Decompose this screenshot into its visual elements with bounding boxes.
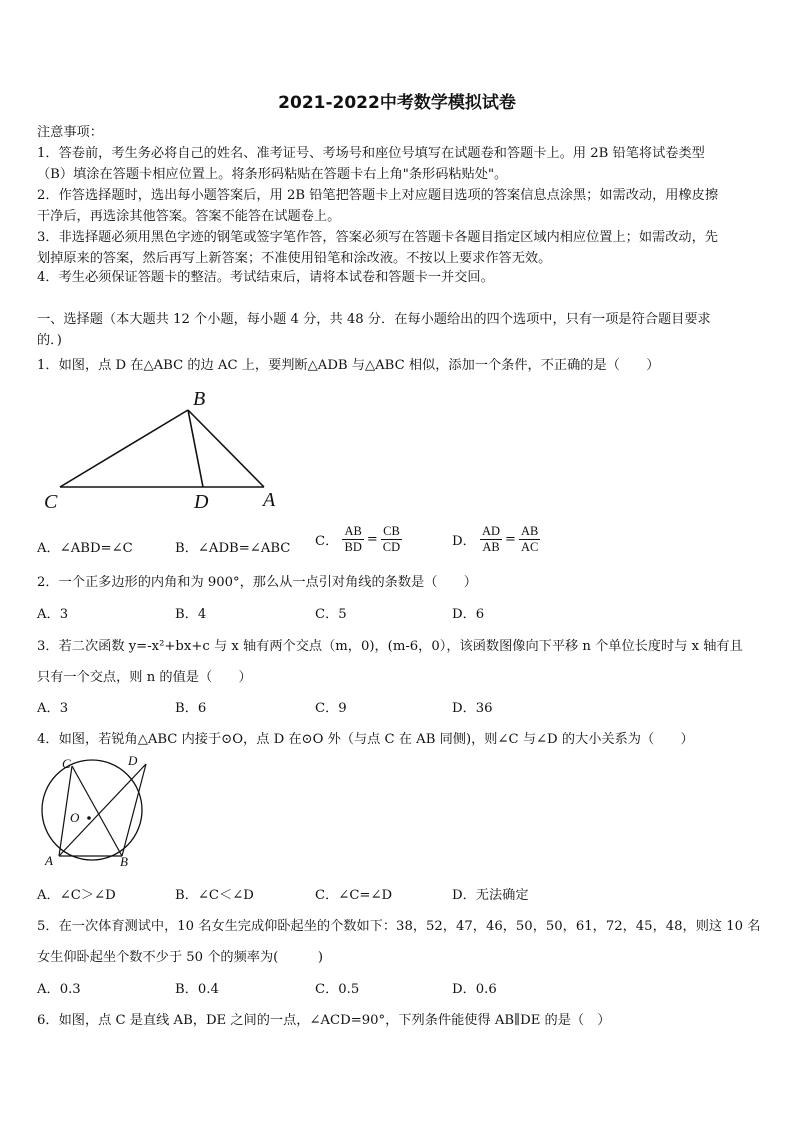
q2-option-d[interactable]: D．6 <box>452 607 485 622</box>
q5-stem: 5．在一次体育测试中，10 名女生完成仰卧起坐的个数如下：38，52，47，46，50，50，61，72，45，48，则这 10 名 <box>37 919 761 934</box>
page-title: 2021-2022中考数学模拟试卷 <box>278 93 516 113</box>
label-A: A <box>263 489 276 511</box>
q1-option-b[interactable]: B．∠ADB=∠ABC <box>175 541 291 556</box>
q3-option-c[interactable]: C．9 <box>315 701 347 716</box>
q5-options <box>37 978 757 998</box>
q5-option-b[interactable]: B．0.4 <box>175 982 219 997</box>
q3-stem: 3．若二次函数 y=-x²+bx+c 与 x 轴有两个交点（m，0)，(m-6，0），该函数图像向下平移 n 个单位长度时与 x 轴有且 <box>37 639 743 654</box>
q5-option-a[interactable]: A．0.3 <box>37 982 81 997</box>
notice-line: （B）填涂在答题卡相应位置上。将条形码粘贴在答题卡右上角"条形码粘贴处"。 <box>37 167 508 182</box>
q1-option-a[interactable]: A．∠ABD=∠C <box>37 541 133 556</box>
notice-line: 2．作答选择题时，选出每小题答案后，用 2B 铅笔把答题卡上对应题目选项的答案信息点涂黑；如需改动，用橡皮擦 <box>37 188 719 203</box>
notice-line: 划掉原来的答案，然后再写上新答案；不准使用铅笔和涂改液。不按以上要求作答无效。 <box>37 251 552 266</box>
q4-option-b[interactable]: B．∠C＜∠D <box>175 888 254 903</box>
q2-options <box>37 603 757 623</box>
notice-line: 4．考生必须保证答题卡的整洁。考试结束后，请将本试卷和答题卡一并交回。 <box>37 270 494 285</box>
q1-option-d[interactable]: D． $\frac{AD}{AB}$ = $\frac{AB}{AC}$ <box>452 524 539 554</box>
q1-option-c-label: C． <box>315 534 339 549</box>
q3-option-d[interactable]: D．36 <box>452 701 493 716</box>
q4-options <box>37 884 757 904</box>
section-heading-cont: 的．) <box>37 333 62 348</box>
q4-option-d[interactable]: D．无法确定 <box>452 888 529 903</box>
q5-stem-cont: 女生仰卧起坐个数不少于 50 个的频率为( ) <box>37 950 324 965</box>
fraction: $\frac{CB}{CD}$ <box>382 524 401 554</box>
label-O: O <box>70 810 80 825</box>
q3-option-b[interactable]: B．6 <box>175 701 207 716</box>
q1-triangle-figure <box>40 382 300 514</box>
q1-options <box>37 524 757 569</box>
label-B: B <box>193 388 206 410</box>
q5-option-c[interactable]: C．0.5 <box>315 982 360 997</box>
q4-circle-figure <box>34 752 158 870</box>
notice-line: 1．答卷前，考生务必将自己的姓名、准考证号、考场号和座位号填写在试题卷和答题卡上。用 2B 铅笔将试卷类型 <box>37 146 705 161</box>
section-heading: 一、选择题（本大题共 12 个小题，每小题 4 分，共 48 分．在每小题给出的四个选项中，只有一项是符合题目要求 <box>37 312 711 327</box>
q3-option-a[interactable]: A．3 <box>37 701 69 716</box>
fraction: $\frac{AB}{AC}$ <box>520 524 539 554</box>
q2-option-a[interactable]: A．3 <box>37 607 69 622</box>
q2-option-c[interactable]: C．5 <box>315 607 347 622</box>
notice-line: 干净后，再选涂其他答案。答案不能答在试题卷上。 <box>37 209 341 224</box>
q3-options <box>37 697 757 717</box>
q3-stem-cont: 只有一个交点，则 n 的值是（ ） <box>37 670 252 685</box>
fraction: $\frac{AD}{AB}$ <box>481 524 501 554</box>
q4-option-c[interactable]: C．∠C=∠D <box>315 888 393 903</box>
label-C: C <box>62 756 71 771</box>
fraction: $\frac{AB}{BD}$ <box>344 524 362 554</box>
label-C: C <box>44 491 58 513</box>
notice-line: 3．非选择题必须用黑色字迹的钢笔或签字笔作答，答案必须写在答题卡各题目指定区域内相应位置上；如需改动，先 <box>37 230 718 245</box>
q6-stem: 6．如图，点 C 是直线 AB，DE 之间的一点，∠ACD=90°，下列条件能使得 AB∥DE 的是（ ） <box>37 1013 611 1028</box>
label-D: D <box>128 753 138 768</box>
q5-option-d[interactable]: D．0.6 <box>452 982 497 997</box>
label-B: B <box>120 854 128 869</box>
notice-heading: 注意事项： <box>37 125 103 140</box>
q4-stem: 4．如图，若锐角△ABC 内接于⊙O，点 D 在⊙O 外（与点 C 在 AB 同侧)，则∠C 与∠D 的大小关系为（ ） <box>37 732 694 747</box>
q2-option-b[interactable]: B．4 <box>175 607 207 622</box>
q4-option-a[interactable]: A．∠C＞∠D <box>37 888 116 903</box>
label-A: A <box>45 853 53 868</box>
q1-option-c[interactable]: C． $\frac{AB}{BD}$ = $\frac{CB}{CD}$ <box>315 524 401 554</box>
q2-stem: 2．一个正多边形的内角和为 900°，那么从一点引对角线的条数是（ ） <box>37 575 477 590</box>
q1-stem: 1．如图，点 D 在△ABC 的边 AC 上，要判断△ADB 与△ABC 相似，添加一个条件，不正确的是（ ） <box>37 358 660 373</box>
label-D: D <box>194 491 209 513</box>
q1-option-d-label: D． <box>452 534 476 549</box>
